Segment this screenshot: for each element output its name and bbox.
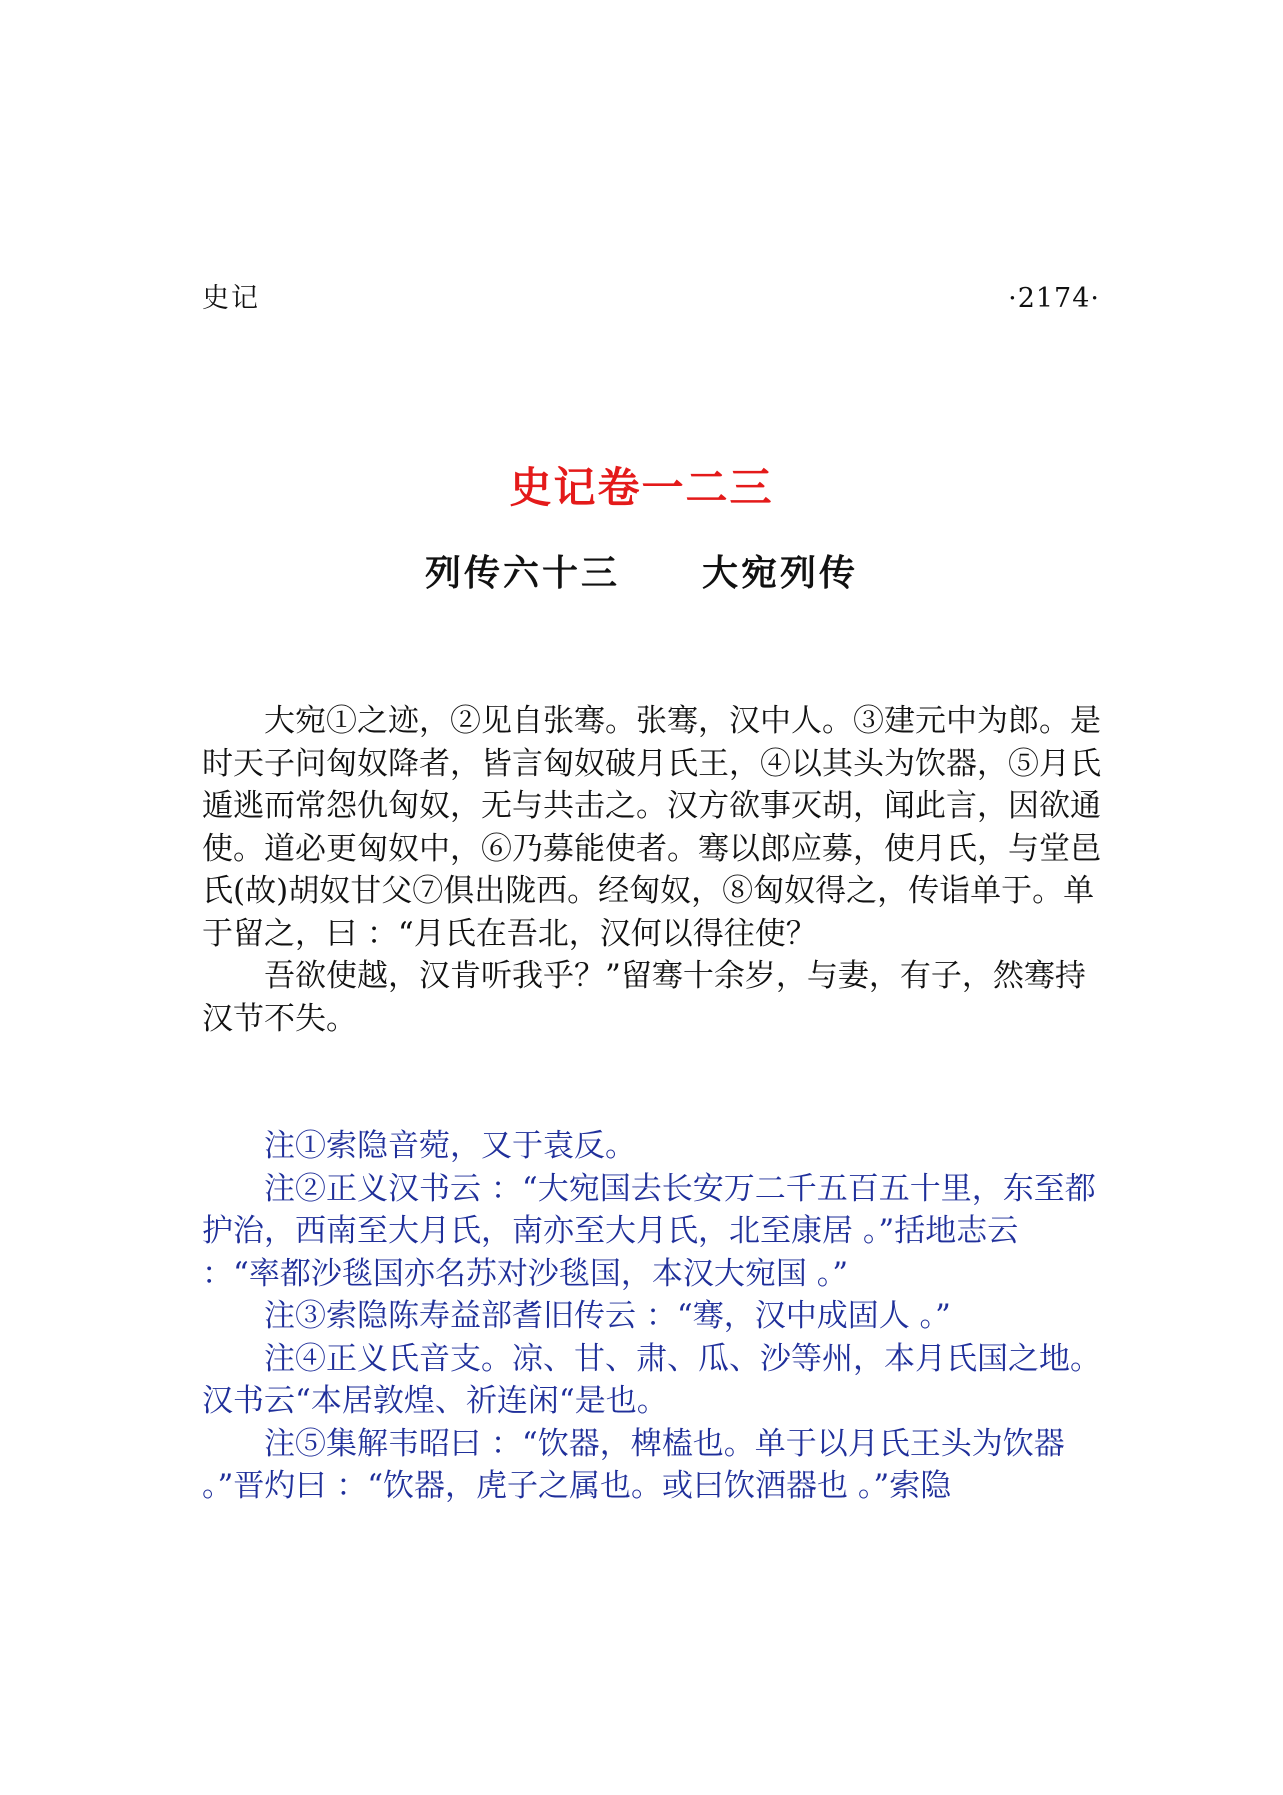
note-3: 注③索隐陈寿益部耆旧传云 ：“骞，汉中成固人 。”	[264, 1298, 951, 1334]
main-paragraph: 吾欲使越，汉肯听我乎？”留骞十余岁，与妻，有子，然骞持汉节不失。	[202, 958, 1086, 1037]
chapter-name: 大宛列传	[702, 553, 859, 594]
book-title: 史记	[202, 283, 260, 314]
chapter-title	[0, 545, 1283, 596]
chapter-part: 列传六十三	[424, 553, 620, 594]
note-2: 注②正义汉书云 ：“大宛国去长安万二千五百五十里，东至都护治，西南至大月氏，南亦至大月氏，北至康居 。”括地志云 ：“率都沙毯国亦名苏对沙毯国，本汉大宛国 。”	[202, 1170, 1096, 1292]
annotations	[202, 1125, 1102, 1508]
note-1: 注①索隐音菀，又于袁反。	[264, 1128, 636, 1164]
volume-title: 史记卷一二三	[509, 463, 774, 512]
main-paragraph: 大宛①之迹，②见自张骞。张骞，汉中人。③建元中为郎。是时天子问匈奴降者，皆言匈奴破月氏王，④以其头为饮器，⑤月氏遁逃而常怨仇匈奴，无与共击之。汉方欲事灭胡，闻此言，因欲通使。道必更匈奴中，⑥乃募能使者。骞以郎应募，使月氏，与堂邑氏(故)胡奴甘父⑦俱出陇西。经匈奴，⑧匈奴得之，传诣单于。单于留之，曰 ：“月氏在吾北，汉何以得往使？	[202, 703, 1101, 952]
page-number: ·2174·	[1008, 283, 1100, 314]
main-text	[202, 700, 1102, 1040]
running-header	[202, 276, 1100, 315]
note-4: 注④正义氏音支。凉、甘、肃、瓜、沙等州，本月氏国之地。汉书云“本居敦煌、祈连闲“是也。	[202, 1340, 1101, 1419]
note-5: 注⑤集解韦昭曰 ：“饮器，椑榼也。单于以月氏王头为饮器 。”晋灼曰 ：“饮器，虎子之属也。或曰饮酒器也 。”索隐	[202, 1425, 1065, 1504]
